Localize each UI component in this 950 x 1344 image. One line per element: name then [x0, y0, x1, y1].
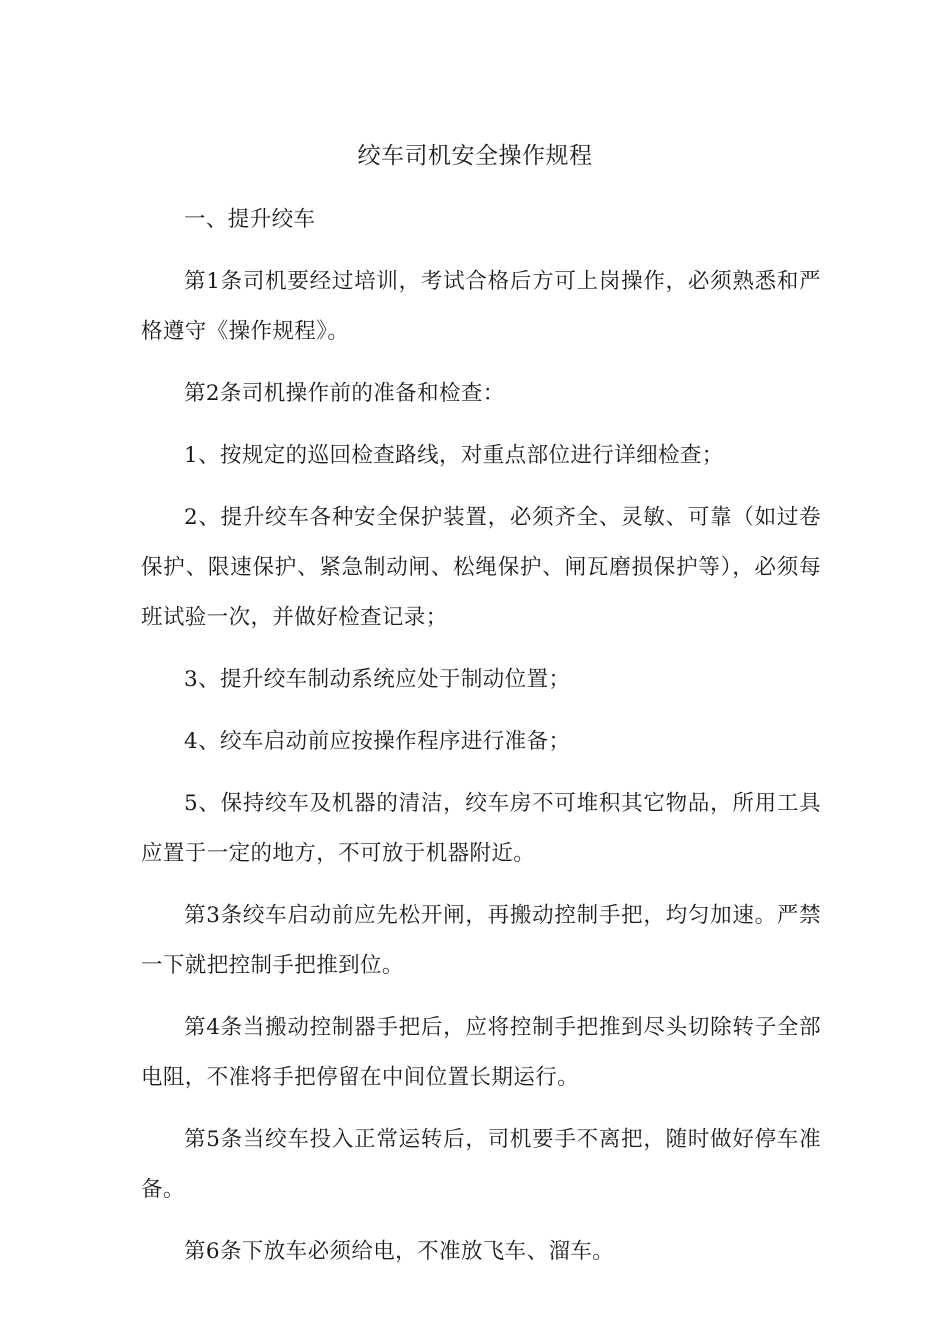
article-2-item-3: 3、提升绞车制动系统应处于制动位置；	[184, 667, 571, 692]
article-2-item-5: 5、保持绞车及机器的清洁，绞车房不可堆积其它物品，所用工具应置于一定的地方，不可放于机器附近。	[141, 791, 821, 866]
article-2-item-1: 1、按规定的巡回检查路线，对重点部位进行详细检查；	[184, 443, 724, 468]
document-title: 绞车司机安全操作规程	[357, 143, 593, 169]
article-2: 第2条司机操作前的准备和检查：	[184, 381, 505, 406]
document-body	[141, 195, 821, 1277]
article-6: 第6条下放车必须给电，不准放飞车、溜车。	[184, 1239, 615, 1264]
article-5: 第5条当绞车投入正常运转后，司机要手不离把，随时做好停车准备。	[141, 1127, 821, 1202]
article-2-item-4: 4、绞车启动前应按操作程序进行准备；	[184, 729, 571, 754]
article-3: 第3条绞车启动前应先松开闸，再搬动控制手把，均匀加速。严禁一下就把控制手把推到位。	[141, 903, 821, 978]
article-2-item-2: 2、提升绞车各种安全保护装置，必须齐全、灵敏、可靠（如过卷保护、限速保护、紧急制动闸、松绳保护、闸瓦磨损保护等），必须每班试验一次，并做好检查记录；	[141, 505, 821, 630]
article-1: 第1条司机要经过培训，考试合格后方可上岗操作，必须熟悉和严格遵守《操作规程》。	[141, 269, 821, 344]
article-4: 第4条当搬动控制器手把后，应将控制手把推到尽头切除转子全部电阻，不准将手把停留在中间位置长期运行。	[141, 1015, 821, 1090]
section-heading-hoist-winch: 一、提升绞车	[184, 207, 316, 232]
